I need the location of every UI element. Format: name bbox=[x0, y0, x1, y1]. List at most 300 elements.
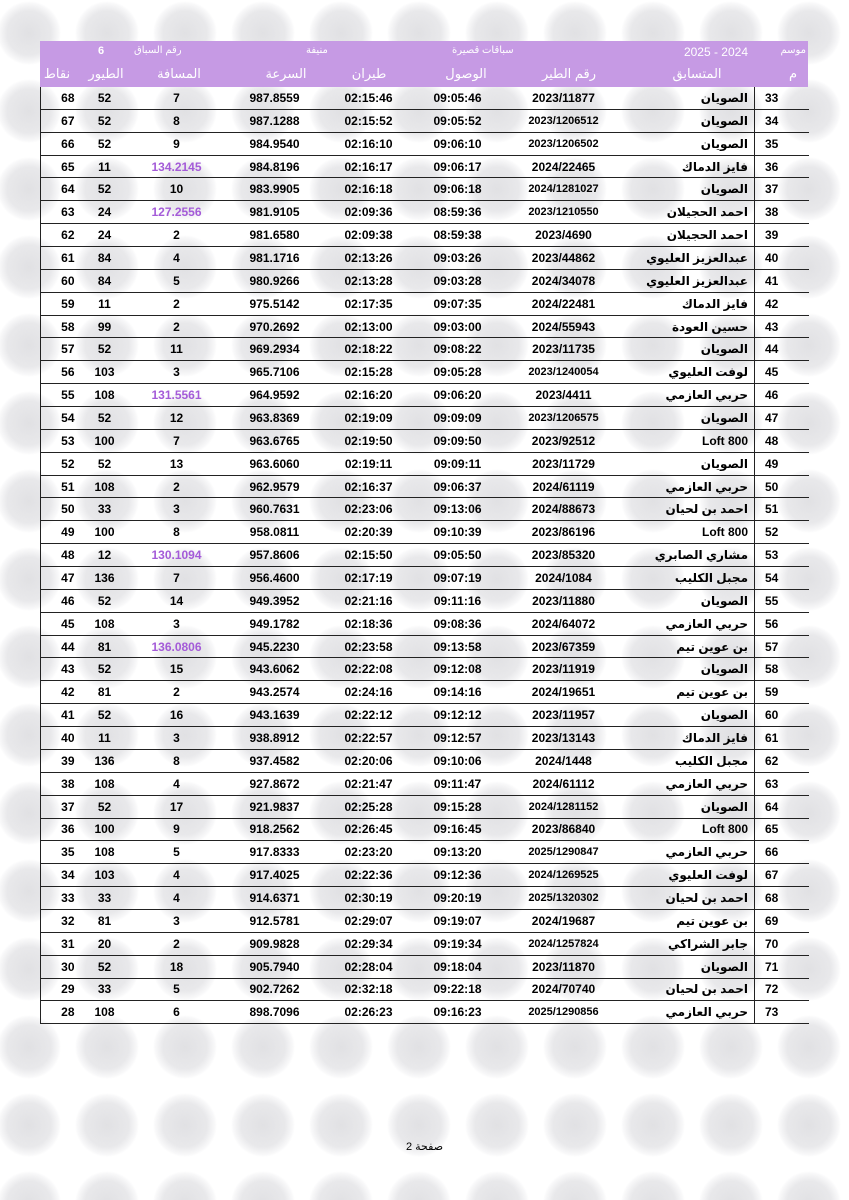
cell-ring: 2023/1206512 bbox=[528, 114, 599, 127]
cell-birds: 100 bbox=[94, 525, 115, 540]
cell-speed: 918.2562 bbox=[249, 822, 300, 837]
cell-flight: 02:17:19 bbox=[344, 570, 393, 585]
cell-birds: 24 bbox=[97, 228, 112, 243]
cell-racer: بن عوين تيم bbox=[676, 639, 748, 654]
cell-birds: 52 bbox=[97, 410, 112, 425]
cell-birds: 81 bbox=[97, 913, 112, 928]
cell-racer: احمد بن لحيان bbox=[665, 502, 748, 517]
cell-m: 69 bbox=[755, 909, 809, 932]
cell-speed: 987.8559 bbox=[249, 90, 300, 105]
cell-m: 56 bbox=[755, 612, 809, 635]
cell-distance: 8 bbox=[173, 525, 180, 540]
cell-ring: 2024/70740 bbox=[531, 982, 596, 997]
cell-ring: 2023/4690 bbox=[535, 228, 592, 243]
cell-birds: 108 bbox=[94, 776, 115, 791]
cell-racer: الصويان bbox=[700, 136, 748, 151]
cell-m: 48 bbox=[755, 429, 809, 452]
cell-arrival: 09:05:52 bbox=[433, 113, 482, 128]
cell-ring: 2023/44862 bbox=[531, 250, 596, 265]
cell-racer: الصويان bbox=[700, 182, 748, 197]
cell-m: 38 bbox=[755, 201, 809, 224]
table-row bbox=[41, 452, 809, 475]
cell-racer: احمد الحجيلان bbox=[666, 228, 748, 243]
cell-flight: 02:15:52 bbox=[344, 113, 393, 128]
cell-speed: 943.2574 bbox=[249, 685, 300, 700]
cell-flight: 02:21:47 bbox=[344, 776, 393, 791]
results-sheet bbox=[40, 41, 808, 1024]
cell-flight: 02:16:10 bbox=[344, 136, 393, 151]
cell-birds: 24 bbox=[97, 205, 112, 220]
table-row bbox=[41, 658, 809, 681]
cell-distance: 2 bbox=[173, 296, 180, 311]
cell-racer: حربي العازمي bbox=[665, 616, 748, 631]
cell-distance: 130.1094 bbox=[151, 548, 202, 563]
cell-racer: الصويان bbox=[700, 90, 748, 105]
cell-distance: 2 bbox=[173, 936, 180, 951]
cell-racer: Loft 800 bbox=[701, 433, 748, 448]
results-table bbox=[40, 87, 809, 1024]
cell-speed: 963.6765 bbox=[249, 433, 300, 448]
cell-arrival: 09:18:04 bbox=[433, 959, 482, 974]
cell-birds: 103 bbox=[94, 868, 115, 883]
table-row bbox=[41, 384, 809, 407]
cell-distance: 3 bbox=[173, 616, 180, 631]
table-row bbox=[41, 978, 809, 1001]
cell-distance: 14 bbox=[169, 593, 184, 608]
cell-speed: 981.1716 bbox=[249, 250, 300, 265]
cell-points: 58 bbox=[41, 315, 79, 338]
cell-points: 31 bbox=[41, 932, 79, 955]
cell-racer: عبدالعزيز العليوي bbox=[646, 250, 748, 265]
cell-speed: 945.2230 bbox=[249, 639, 300, 654]
cell-flight: 02:22:57 bbox=[344, 730, 393, 745]
cell-racer: Loft 800 bbox=[701, 525, 748, 540]
cell-speed: 949.3952 bbox=[249, 593, 300, 608]
cell-ring: 2024/22481 bbox=[531, 296, 596, 311]
table-row bbox=[41, 567, 809, 590]
cell-points: 60 bbox=[41, 269, 79, 292]
cell-points: 55 bbox=[41, 384, 79, 407]
cell-flight: 02:15:46 bbox=[344, 90, 393, 105]
table-row bbox=[41, 795, 809, 818]
cell-m: 58 bbox=[755, 658, 809, 681]
cell-flight: 02:23:58 bbox=[344, 639, 393, 654]
cell-birds: 33 bbox=[97, 502, 112, 517]
cell-ring: 2025/1320302 bbox=[528, 892, 599, 904]
cell-speed: 963.6060 bbox=[249, 456, 300, 471]
cell-points: 44 bbox=[41, 635, 79, 658]
cell-ring: 2024/1281027 bbox=[528, 183, 599, 196]
table-row bbox=[41, 955, 809, 978]
cell-points: 49 bbox=[41, 521, 79, 544]
cell-ring: 2023/86840 bbox=[531, 822, 596, 837]
table-row bbox=[41, 612, 809, 635]
cell-speed: 983.9905 bbox=[249, 182, 300, 197]
results-header bbox=[40, 41, 808, 87]
cell-birds: 81 bbox=[97, 639, 112, 654]
table-row bbox=[41, 224, 809, 247]
cell-arrival: 08:59:36 bbox=[433, 205, 482, 220]
cell-racer: الصويان bbox=[700, 662, 748, 677]
cell-m: 46 bbox=[755, 384, 809, 407]
cell-arrival: 09:20:19 bbox=[433, 891, 482, 905]
cell-birds: 52 bbox=[97, 662, 112, 677]
column-headers bbox=[40, 61, 808, 87]
cell-racer: حربي العازمي bbox=[665, 1005, 748, 1020]
table-row bbox=[41, 132, 809, 155]
table-row bbox=[41, 749, 809, 772]
cell-speed: 917.8333 bbox=[249, 845, 300, 860]
cell-ring: 2024/64072 bbox=[531, 616, 596, 631]
cell-m: 55 bbox=[755, 589, 809, 612]
cell-arrival: 08:59:38 bbox=[433, 228, 482, 243]
cell-ring: 2024/34078 bbox=[531, 273, 596, 288]
cell-points: 48 bbox=[41, 544, 79, 567]
cell-racer: الصويان bbox=[700, 410, 748, 425]
cell-flight: 02:13:26 bbox=[344, 250, 393, 265]
table-row bbox=[41, 864, 809, 887]
cell-points: 57 bbox=[41, 338, 79, 361]
cell-birds: 99 bbox=[97, 319, 112, 334]
cell-arrival: 09:09:11 bbox=[433, 456, 482, 471]
cell-racer: بن عوين تيم bbox=[676, 685, 748, 700]
cell-birds: 52 bbox=[97, 136, 112, 151]
cell-racer: لوفت العليوي bbox=[668, 365, 748, 380]
table-row bbox=[41, 178, 809, 201]
cell-points: 29 bbox=[41, 978, 79, 1001]
cell-arrival: 09:15:28 bbox=[433, 799, 482, 814]
race-city: منيفة bbox=[306, 45, 328, 56]
cell-flight: 02:30:19 bbox=[344, 891, 393, 905]
cell-ring: 2024/19651 bbox=[531, 685, 596, 700]
cell-points: 37 bbox=[41, 795, 79, 818]
cell-flight: 02:23:06 bbox=[344, 502, 393, 517]
table-row bbox=[41, 87, 809, 109]
table-row bbox=[41, 932, 809, 955]
cell-speed: 957.8606 bbox=[249, 548, 300, 563]
cell-arrival: 09:16:45 bbox=[433, 822, 482, 837]
cell-m: 66 bbox=[755, 841, 809, 864]
cell-distance: 5 bbox=[173, 273, 180, 288]
cell-distance: 17 bbox=[169, 799, 184, 814]
cell-birds: 20 bbox=[97, 936, 112, 951]
cell-flight: 02:19:50 bbox=[344, 433, 393, 448]
cell-speed: 987.1288 bbox=[249, 113, 300, 128]
cell-birds: 103 bbox=[94, 365, 115, 380]
cell-ring: 2023/85320 bbox=[531, 548, 596, 563]
cell-flight: 02:20:06 bbox=[344, 753, 393, 768]
cell-distance: 127.2556 bbox=[151, 205, 202, 220]
cell-speed: 981.6580 bbox=[249, 228, 300, 243]
cell-distance: 7 bbox=[173, 90, 180, 105]
cell-birds: 11 bbox=[98, 159, 111, 174]
cell-speed: 984.9540 bbox=[249, 136, 300, 151]
cell-ring: 2024/1269525 bbox=[528, 869, 599, 882]
cell-m: 67 bbox=[755, 864, 809, 887]
table-row bbox=[41, 429, 809, 452]
cell-birds: 33 bbox=[97, 891, 112, 905]
cell-m: 36 bbox=[755, 155, 809, 178]
cell-racer: مجبل الكليب bbox=[674, 753, 748, 768]
cell-distance: 13 bbox=[169, 456, 184, 471]
cell-arrival: 09:22:18 bbox=[433, 982, 482, 997]
cell-distance: 2 bbox=[173, 228, 180, 243]
cell-speed: 905.7940 bbox=[249, 959, 300, 974]
cell-speed: 960.7631 bbox=[249, 502, 300, 517]
cell-distance: 5 bbox=[173, 845, 180, 860]
cell-m: 49 bbox=[755, 452, 809, 475]
cell-points: 36 bbox=[41, 818, 79, 841]
col-header-arrival: الوصول bbox=[445, 66, 487, 81]
cell-birds: 100 bbox=[94, 433, 115, 448]
cell-birds: 52 bbox=[97, 182, 112, 197]
table-row bbox=[41, 544, 809, 567]
cell-points: 56 bbox=[41, 361, 79, 384]
cell-m: 50 bbox=[755, 475, 809, 498]
cell-flight: 02:24:16 bbox=[344, 685, 393, 700]
cell-flight: 02:23:20 bbox=[344, 845, 393, 860]
cell-flight: 02:16:17 bbox=[344, 159, 393, 174]
table-row bbox=[41, 1001, 809, 1024]
cell-points: 34 bbox=[41, 864, 79, 887]
cell-points: 32 bbox=[41, 909, 79, 932]
cell-arrival: 09:11:47 bbox=[433, 776, 482, 791]
cell-ring: 2025/1290856 bbox=[528, 1006, 599, 1019]
cell-arrival: 09:13:20 bbox=[433, 845, 482, 860]
cell-arrival: 09:06:17 bbox=[433, 159, 482, 174]
table-row bbox=[41, 269, 809, 292]
header-info-row bbox=[40, 41, 808, 61]
cell-ring: 2024/61112 bbox=[532, 776, 595, 791]
cell-flight: 02:16:18 bbox=[344, 182, 393, 197]
cell-m: 44 bbox=[755, 338, 809, 361]
cell-points: 40 bbox=[41, 727, 79, 750]
cell-birds: 84 bbox=[97, 250, 112, 265]
table-row bbox=[41, 772, 809, 795]
cell-points: 50 bbox=[41, 498, 79, 521]
col-header-ring: رقم الطير bbox=[541, 66, 597, 81]
col-header-racer: المتسابق bbox=[672, 66, 722, 81]
table-row bbox=[41, 589, 809, 612]
cell-points: 30 bbox=[41, 955, 79, 978]
cell-points: 64 bbox=[41, 178, 79, 201]
cell-flight: 02:13:00 bbox=[344, 319, 393, 334]
cell-flight: 02:19:11 bbox=[344, 456, 393, 471]
cell-distance: 3 bbox=[173, 502, 180, 517]
table-row bbox=[41, 727, 809, 750]
cell-points: 35 bbox=[41, 841, 79, 864]
cell-ring: 2024/1448 bbox=[535, 753, 592, 768]
cell-racer: الصويان bbox=[700, 113, 748, 128]
cell-m: 71 bbox=[755, 955, 809, 978]
cell-racer: الصويان bbox=[700, 456, 748, 471]
cell-m: 63 bbox=[755, 772, 809, 795]
cell-flight: 02:22:12 bbox=[344, 708, 393, 723]
cell-points: 28 bbox=[41, 1001, 79, 1024]
cell-speed: 963.8369 bbox=[249, 410, 300, 425]
cell-distance: 18 bbox=[169, 959, 184, 974]
cell-ring: 2024/55943 bbox=[531, 319, 596, 334]
cell-arrival: 09:11:16 bbox=[433, 593, 482, 608]
cell-m: 47 bbox=[755, 407, 809, 430]
table-row bbox=[41, 155, 809, 178]
cell-birds: 136 bbox=[94, 570, 115, 585]
cell-m: 64 bbox=[755, 795, 809, 818]
cell-arrival: 09:06:20 bbox=[433, 388, 482, 403]
cell-ring: 2023/67359 bbox=[531, 639, 596, 654]
cell-arrival: 09:09:09 bbox=[433, 410, 482, 425]
cell-flight: 02:19:09 bbox=[344, 410, 393, 425]
cell-racer: لوفت العليوي bbox=[668, 868, 748, 883]
cell-distance: 4 bbox=[173, 776, 180, 791]
cell-racer: الصويان bbox=[700, 959, 748, 974]
cell-m: 62 bbox=[755, 749, 809, 772]
cell-m: 35 bbox=[755, 132, 809, 155]
cell-birds: 108 bbox=[94, 1005, 115, 1020]
cell-speed: 981.9105 bbox=[249, 205, 300, 220]
cell-racer: جابر الشراكي bbox=[668, 936, 748, 951]
cell-arrival: 09:13:58 bbox=[433, 639, 482, 654]
cell-racer: حربي العازمي bbox=[665, 776, 748, 791]
results-body bbox=[41, 87, 809, 1024]
season-value: 2025 - 2024 bbox=[683, 45, 748, 59]
cell-distance: 15 bbox=[169, 662, 184, 677]
table-row bbox=[41, 292, 809, 315]
cell-distance: 7 bbox=[173, 570, 180, 585]
cell-flight: 02:18:36 bbox=[344, 616, 393, 631]
cell-ring: 2023/86196 bbox=[531, 525, 596, 540]
cell-racer: فايز الدماك bbox=[681, 159, 748, 174]
cell-arrival: 09:14:16 bbox=[433, 685, 482, 700]
cell-points: 65 bbox=[41, 155, 79, 178]
table-row bbox=[41, 361, 809, 384]
cell-speed: 938.8912 bbox=[249, 730, 300, 745]
cell-m: 73 bbox=[755, 1001, 809, 1024]
cell-ring: 2023/13143 bbox=[531, 730, 596, 745]
cell-m: 54 bbox=[755, 567, 809, 590]
cell-birds: 108 bbox=[94, 479, 115, 494]
cell-birds: 12 bbox=[97, 548, 112, 563]
cell-racer: حسين العودة bbox=[671, 319, 748, 334]
cell-m: 43 bbox=[755, 315, 809, 338]
cell-racer: حربي العازمي bbox=[665, 845, 748, 860]
cell-birds: 52 bbox=[97, 90, 112, 105]
cell-racer: حربي العازمي bbox=[665, 388, 748, 403]
cell-ring: 2023/11729 bbox=[532, 456, 595, 471]
cell-flight: 02:28:04 bbox=[344, 959, 393, 974]
cell-flight: 02:09:36 bbox=[344, 205, 393, 220]
cell-m: 68 bbox=[755, 887, 809, 910]
cell-points: 66 bbox=[41, 132, 79, 155]
table-row bbox=[41, 818, 809, 841]
cell-ring: 2024/22465 bbox=[531, 159, 596, 174]
cell-birds: 108 bbox=[94, 845, 115, 860]
cell-points: 39 bbox=[41, 749, 79, 772]
cell-flight: 02:29:34 bbox=[344, 936, 393, 951]
cell-ring: 2023/1210550 bbox=[528, 206, 599, 219]
cell-flight: 02:20:39 bbox=[344, 525, 393, 540]
cell-points: 52 bbox=[41, 452, 79, 475]
col-header-m: م bbox=[788, 66, 798, 81]
race-number: 6 bbox=[98, 45, 105, 57]
cell-distance: 4 bbox=[173, 868, 180, 883]
cell-points: 54 bbox=[41, 407, 79, 430]
cell-speed: 914.6371 bbox=[249, 891, 300, 905]
cell-racer: الصويان bbox=[700, 708, 748, 723]
cell-arrival: 09:13:06 bbox=[433, 502, 482, 517]
cell-distance: 7 bbox=[173, 433, 180, 448]
race-number-label: رقم السباق bbox=[134, 45, 182, 56]
cell-birds: 81 bbox=[97, 685, 112, 700]
cell-distance: 10 bbox=[169, 182, 184, 197]
table-row bbox=[41, 635, 809, 658]
cell-flight: 02:18:22 bbox=[344, 342, 393, 357]
cell-ring: 2024/1281152 bbox=[528, 800, 599, 813]
cell-distance: 6 bbox=[173, 1005, 180, 1020]
cell-ring: 2023/11919 bbox=[532, 662, 595, 677]
cell-speed: 921.9837 bbox=[249, 799, 300, 814]
cell-arrival: 09:06:18 bbox=[433, 182, 482, 197]
cell-m: 65 bbox=[755, 818, 809, 841]
cell-distance: 11 bbox=[170, 342, 183, 357]
cell-ring: 2023/11877 bbox=[532, 90, 595, 105]
cell-racer: احمد بن لحيان bbox=[665, 891, 748, 905]
cell-birds: 52 bbox=[97, 456, 112, 471]
table-row bbox=[41, 247, 809, 270]
cell-arrival: 09:08:36 bbox=[433, 616, 482, 631]
col-header-points: نقاط bbox=[43, 66, 71, 81]
cell-distance: 5 bbox=[173, 982, 180, 997]
table-row bbox=[41, 475, 809, 498]
cell-points: 46 bbox=[41, 589, 79, 612]
cell-birds: 100 bbox=[94, 822, 115, 837]
cell-speed: 958.0811 bbox=[249, 525, 300, 540]
cell-speed: 980.9266 bbox=[249, 273, 300, 288]
cell-birds: 11 bbox=[98, 730, 111, 745]
cell-birds: 52 bbox=[97, 342, 112, 357]
cell-speed: 902.7262 bbox=[249, 982, 300, 997]
table-row bbox=[41, 681, 809, 704]
cell-racer: مشاري الصابري bbox=[654, 548, 748, 563]
cell-m: 57 bbox=[755, 635, 809, 658]
cell-speed: 964.9592 bbox=[249, 388, 300, 403]
cell-m: 59 bbox=[755, 681, 809, 704]
cell-points: 38 bbox=[41, 772, 79, 795]
table-row bbox=[41, 887, 809, 910]
cell-flight: 02:09:38 bbox=[344, 228, 393, 243]
cell-distance: 12 bbox=[169, 410, 184, 425]
cell-arrival: 09:03:00 bbox=[433, 319, 482, 334]
cell-flight: 02:15:50 bbox=[344, 548, 393, 563]
col-header-distance: المسافة bbox=[157, 66, 201, 81]
table-row bbox=[41, 201, 809, 224]
cell-racer: حربي العازمي bbox=[665, 479, 748, 494]
cell-racer: فايز الدماك bbox=[681, 296, 748, 311]
cell-speed: 984.8196 bbox=[249, 159, 300, 174]
cell-arrival: 09:19:07 bbox=[433, 913, 482, 928]
cell-birds: 108 bbox=[94, 388, 115, 403]
cell-points: 67 bbox=[41, 109, 79, 132]
cell-racer: بن عوين تيم bbox=[676, 913, 748, 928]
cell-arrival: 09:12:57 bbox=[433, 730, 482, 745]
cell-racer: الصويان bbox=[700, 799, 748, 814]
cell-racer: عبدالعزيز العليوي bbox=[646, 273, 748, 288]
table-row bbox=[41, 704, 809, 727]
cell-distance: 2 bbox=[173, 685, 180, 700]
cell-ring: 2023/1206502 bbox=[528, 137, 599, 150]
cell-m: 45 bbox=[755, 361, 809, 384]
cell-birds: 52 bbox=[97, 113, 112, 128]
